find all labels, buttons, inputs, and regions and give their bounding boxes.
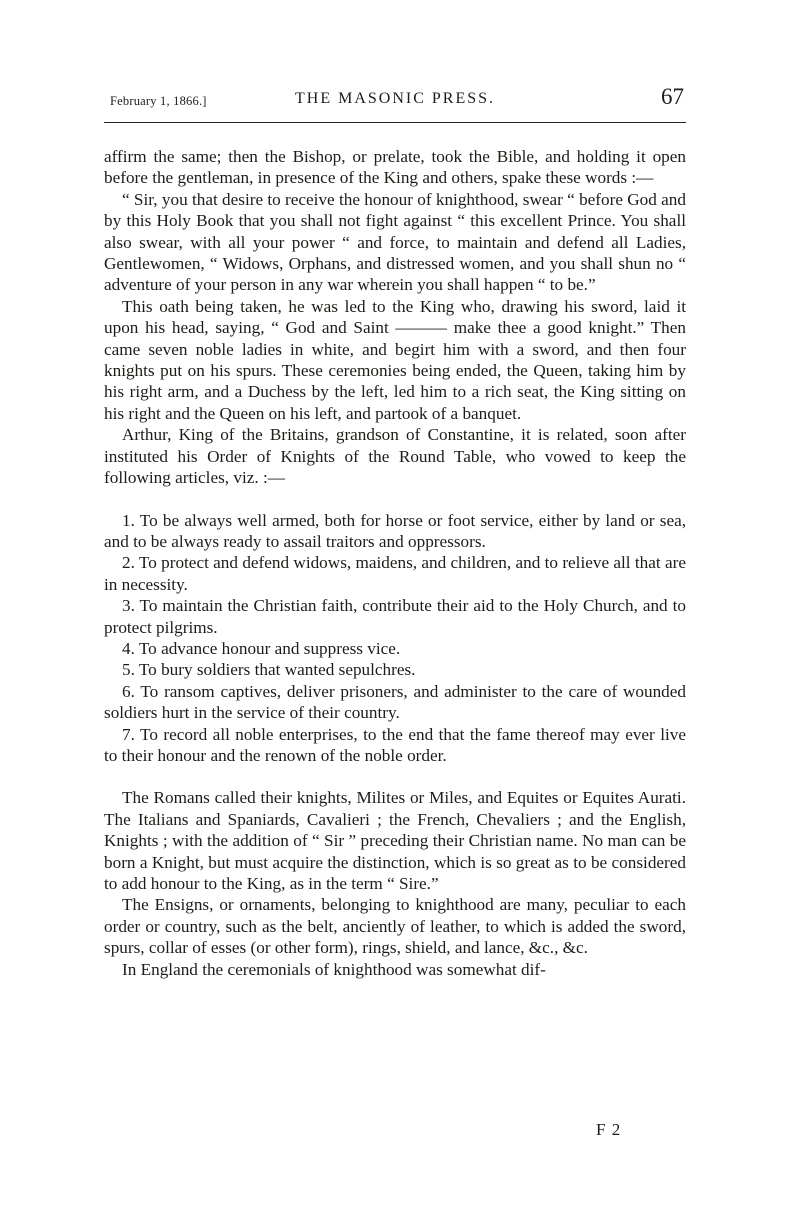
page-number: 67 [661,84,684,109]
article-6: 6. To ransom captives, deliver prisoners, and administer to the care of wounded soldiers hurt in the service of their country. [104,681,686,723]
article-4: 4. To advance honour and suppress vice. [122,638,401,658]
page-body [104,146,686,980]
article-1: 1. To be always well armed, both for horse or foot service, either by land or sea, and to be always ready to assail traitors and oppressors. [104,510,686,551]
header-date: February 1, 1866.] [110,94,207,108]
article-5: 5. To bury soldiers that wanted sepulchres. [122,660,416,680]
paragraph-england: In England the ceremonials of knighthood was somewhat dif- [122,959,546,979]
paragraph-romans: The Romans called their knights, Milites or Miles, and Equites or Equites Aurati. The Italians and Spaniards, Cavalieri ; the French, Chevaliers ; and the English, Knights ; with the addition of “ Sir ” preceding their Christian name. No man can be born a Knight, but must acquire the distinction, which is so great as to be considered to add honour to the King, as in the term “ Sire.” [104,788,686,893]
paragraph-ensigns: The Ensigns, or ornaments, belonging to knighthood are many, peculiar to each order or country, such as the belt, anciently of leather, to which is added the sword, spurs, collar of esses (or other form), rings, shield, and lance, &c., &c. [104,895,686,958]
spacer [104,766,686,787]
header-title: THE MASONIC PRESS. [294,90,496,107]
article-3: 3. To maintain the Christian faith, contribute their aid to the Holy Church, and to protect pilgrims. [104,596,686,637]
paragraph-oath-intro: affirm the same; then the Bishop, or prelate, took the Bible, and holding it open before the gentleman, in presence of the King and others, spake these words :— [104,147,686,188]
signature-mark: F 2 [596,1120,622,1139]
article-7: 7. To record all noble enterprises, to the end that the fame thereof may ever live to their honour and the renown of the noble order. [104,724,686,765]
paragraph-oath-quote: “ Sir, you that desire to receive the honour of knighthood, swear “ before God and by this Holy Book that you shall not fight against “ this excellent Prince. You shall also swear, with all your power “ and force, to maintain and defend all Ladies, Gentlewomen, “ Widows, Orphans, and distressed women, and you shall shun no “ adventure of your person in any war wherein you shall happen “ to be.” [104,189,686,295]
spacer [104,489,686,510]
header-rule [104,122,686,123]
running-header [104,86,686,116]
article-2: 2. To protect and defend widows, maidens, and children, and to relieve all that are in necessity. [104,553,686,594]
paragraph-oath-taken: This oath being taken, he was led to the King who, drawing his sword, laid it upon his head, saying, “ God and Saint ——— make thee a good knight.” Then came seven noble ladies in white, and begirt him with a sword, and then four knights put on his spurs. These ceremonies being ended, the Queen, taking him by his right arm, and a Duchess by the left, led him to a rich seat, the King sitting on his right and the Queen on his left, and partook of a banquet. [104,296,686,423]
paragraph-arthur: Arthur, King of the Britains, grandson of Constantine, it is related, soon after instituted his Order of Knights of the Round Table, who vowed to keep the following articles, viz. :— [104,425,686,488]
